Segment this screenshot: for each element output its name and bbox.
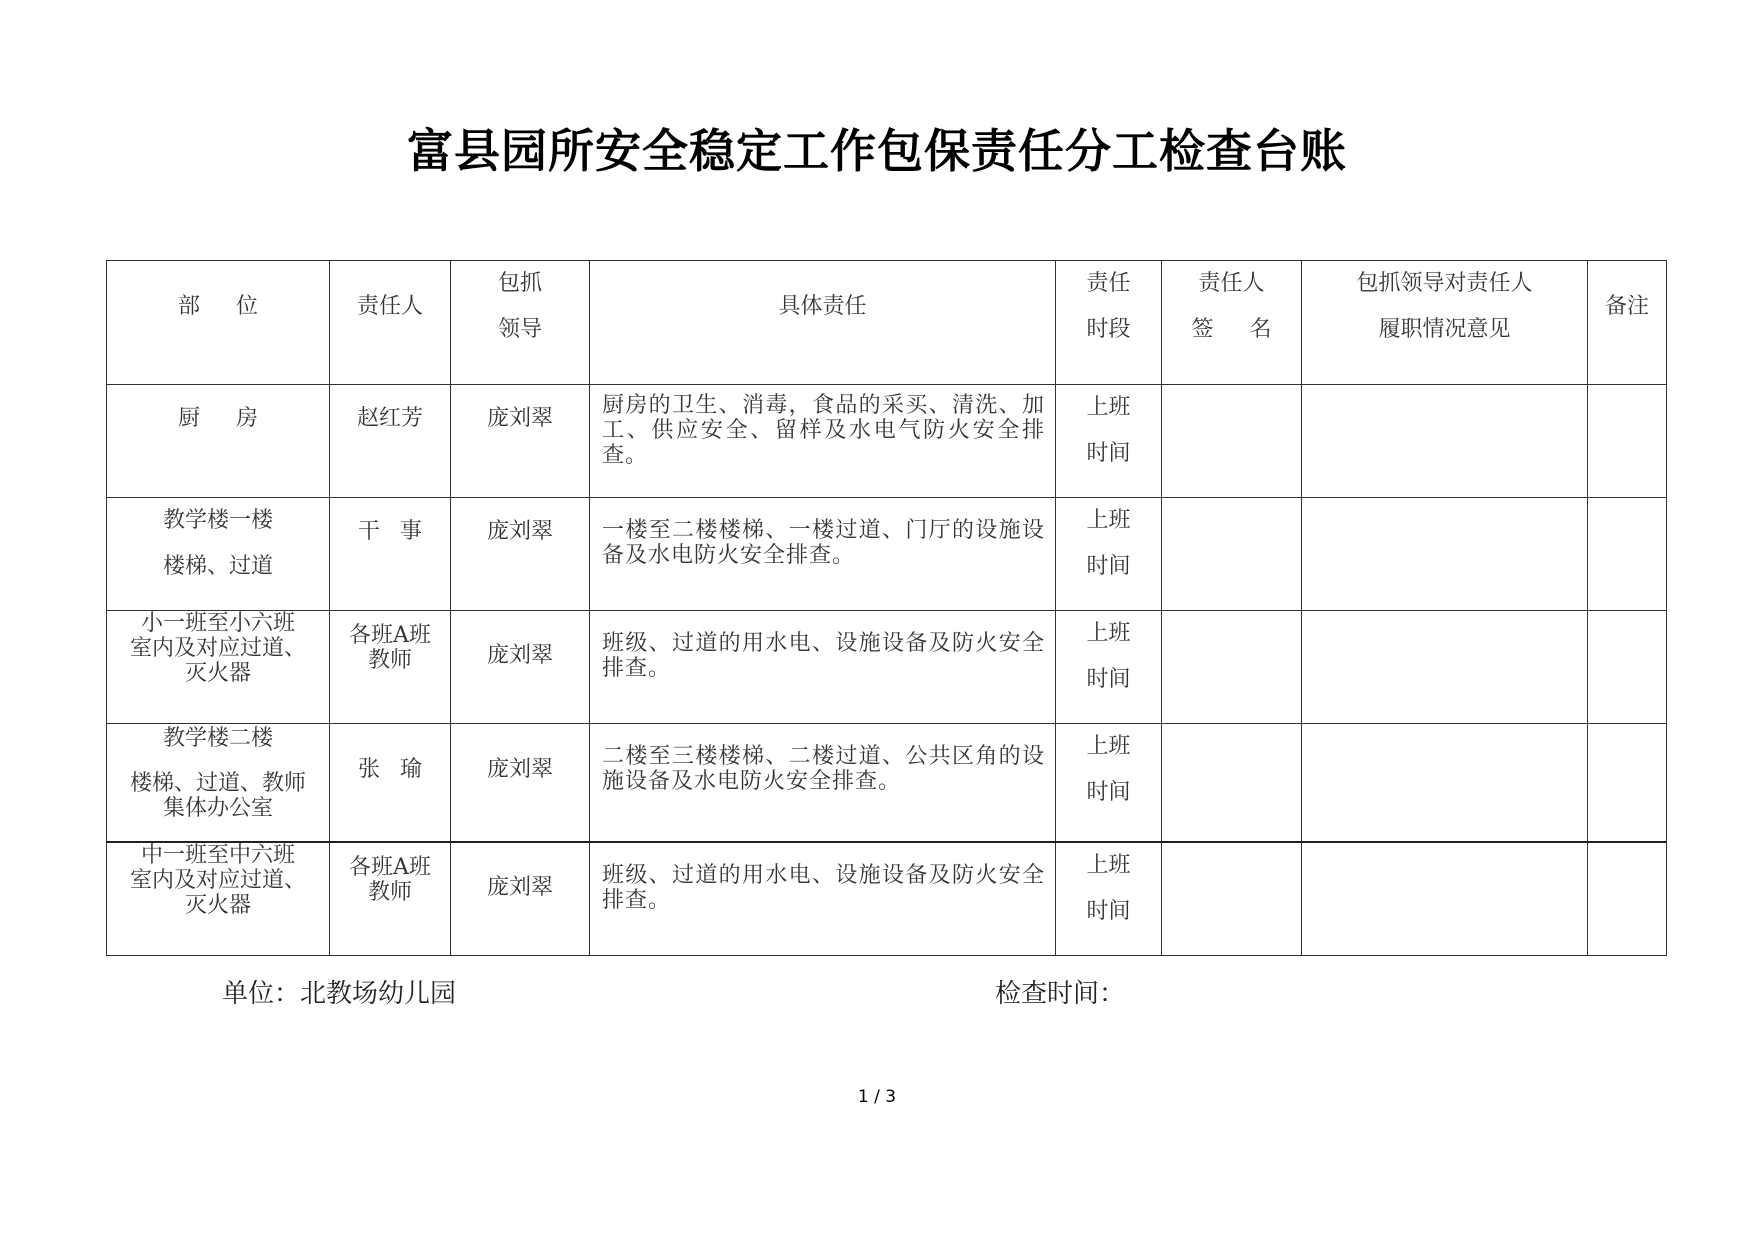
cell-signature[interactable] <box>1162 724 1302 843</box>
header-duty: 具体责任 <box>590 261 1056 385</box>
cell-signature[interactable] <box>1162 842 1302 956</box>
header-signature: 责任人 签名 <box>1162 261 1302 385</box>
cell-duty: 一楼至二楼楼梯、一楼过道、门厅的设施设备及水电防火安全排查。 <box>590 498 1056 611</box>
cell-opinion[interactable] <box>1302 498 1588 611</box>
cell-opinion[interactable] <box>1302 611 1588 724</box>
cell-leader: 庞刘翠 <box>451 842 590 956</box>
cell-signature[interactable] <box>1162 385 1302 498</box>
cell-period: 上班 时间 <box>1056 724 1162 843</box>
document-title: 富县园所安全稳定工作包保责任分工检查台账 <box>407 124 1347 178</box>
cell-period: 上班 时间 <box>1056 385 1162 498</box>
cell-remarks[interactable] <box>1588 724 1667 843</box>
header-opinion: 包抓领导对责任人 履职情况意见 <box>1302 261 1588 385</box>
cell-duty: 班级、过道的用水电、设施设备及防火安全排查。 <box>590 611 1056 724</box>
cell-leader: 庞刘翠 <box>451 498 590 611</box>
header-period: 责任 时段 <box>1056 261 1162 385</box>
responsibility-table <box>106 260 1667 956</box>
header-leader: 包抓 领导 <box>451 261 590 385</box>
table-row <box>107 842 1667 956</box>
cell-location: 中一班至中六班 室内及对应过道、 灭火器 <box>107 842 330 956</box>
header-remarks: 备注 <box>1588 261 1667 385</box>
header-location: 部位 <box>107 261 330 385</box>
cell-responsible: 张瑜 <box>330 724 451 843</box>
table-row <box>107 611 1667 724</box>
cell-responsible: 各班A班 教师 <box>330 842 451 956</box>
cell-leader: 庞刘翠 <box>451 385 590 498</box>
cell-period: 上班 时间 <box>1056 842 1162 956</box>
cell-remarks[interactable] <box>1588 498 1667 611</box>
cell-opinion[interactable] <box>1302 385 1588 498</box>
footer-unit: 单位：北教场幼儿园 <box>222 979 457 1009</box>
table-row <box>107 498 1667 611</box>
cell-duty: 二楼至三楼楼梯、二楼过道、公共区角的设施设备及水电防火安全排查。 <box>590 724 1056 843</box>
cell-responsible: 各班A班 教师 <box>330 611 451 724</box>
cell-duty: 厨房的卫生、消毒，食品的采买、清洗、加工、供应安全、留样及水电气防火安全排查。 <box>590 385 1056 498</box>
header-responsible: 责任人 <box>330 261 451 385</box>
cell-location: 教学楼二楼 楼梯、过道、教师 集体办公室 <box>107 724 330 843</box>
cell-location: 教学楼一楼 楼梯、过道 <box>107 498 330 611</box>
cell-leader: 庞刘翠 <box>451 611 590 724</box>
table-row <box>107 724 1667 843</box>
cell-remarks[interactable] <box>1588 611 1667 724</box>
footer-check-time: 检查时间： <box>995 979 1126 1009</box>
cell-opinion[interactable] <box>1302 842 1588 956</box>
table-row <box>107 385 1667 498</box>
cell-location: 小一班至小六班 室内及对应过道、 灭火器 <box>107 611 330 724</box>
cell-period: 上班 时间 <box>1056 611 1162 724</box>
cell-remarks[interactable] <box>1588 842 1667 956</box>
cell-remarks[interactable] <box>1588 385 1667 498</box>
cell-leader: 庞刘翠 <box>451 724 590 843</box>
cell-signature[interactable] <box>1162 611 1302 724</box>
header-row <box>107 261 1667 385</box>
cell-location: 厨房 <box>107 385 330 498</box>
cell-responsible: 干事 <box>330 498 451 611</box>
cell-opinion[interactable] <box>1302 724 1588 843</box>
cell-period: 上班 时间 <box>1056 498 1162 611</box>
cell-duty: 班级、过道的用水电、设施设备及防火安全排查。 <box>590 842 1056 956</box>
cell-responsible: 赵红芳 <box>330 385 451 498</box>
cell-signature[interactable] <box>1162 498 1302 611</box>
page-number: 1 / 3 <box>857 1087 897 1107</box>
